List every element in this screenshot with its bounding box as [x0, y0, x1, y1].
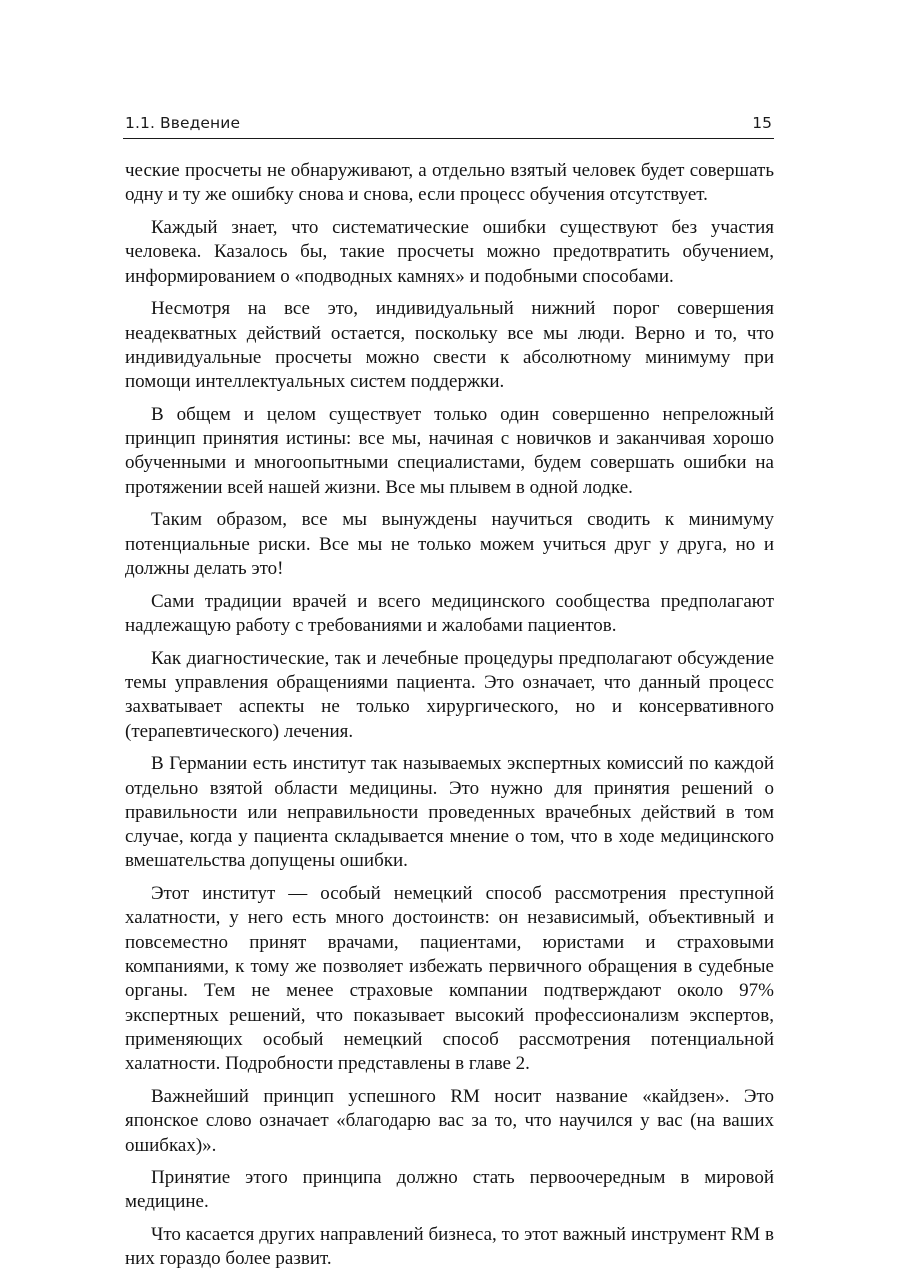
running-header: [123, 112, 774, 139]
paragraph: В Германии есть институт так называемых экспертных комиссий по каждой отдельно взятой области медицины. Это нужно для принятия решений о правильности или неправильности проведенных врачебных действий в том случае, когда у пациента складывается мнение о том, что в ходе медицинского вмешательства допущены ошибки.: [125, 753, 774, 872]
paragraph: Несмотря на все это, индивидуальный нижний порог совершения неадекватных действий остается, поскольку все мы люди. Верно и то, что индивидуальные просчеты можно свести к абсолютному минимуму при помощи интеллектуальных систем поддержки.: [125, 298, 774, 393]
paragraph: Каждый знает, что систематические ошибки существуют без участия человека. Казалось бы, такие просчеты можно предотвратить обучением, информированием о «подводных камнях» и подобными способами.: [125, 216, 774, 287]
paragraph: ческие просчеты не обнаруживают, а отдельно взятый человек будет совершать одну и ту же ошибку снова и снова, если процесс обучения отсутствует.: [125, 160, 774, 206]
paragraph: Принятие этого принципа должно стать первоочередным в мировой медицине.: [125, 1167, 774, 1213]
paragraph: Что касается других направлений бизнеса, то этот важный инструмент RM в них гораздо более развит.: [125, 1224, 774, 1270]
paragraph: Таким образом, все мы вынуждены научиться сводить к минимуму потенциальные риски. Все мы не только можем учиться друг у друга, но и должны делать это!: [125, 509, 774, 580]
paragraph: В общем и целом существует только один совершенно непреложный принцип принятия истины: все мы, начиная с новичков и заканчивая хорошо обученными и многоопытными специалистами, будем совершать ошибки на протяжении всей нашей жизни. Все мы плывем в одной лодке.: [125, 403, 774, 498]
page-number: 15: [752, 114, 772, 132]
paragraph: Как диагностические, так и лечебные процедуры предполагают обсуждение темы управления обращениями пациента. Это означает, что данный процесс захватывает аспекты не только хирургического, но и консервативного (терапевтического) лечения.: [125, 647, 774, 742]
paragraph: Важнейший принцип успешного RM носит название «кайдзен». Это японское слово означает «благодарю вас за то, что научился у вас (на ваших ошибках)».: [125, 1085, 774, 1156]
section-title: 1.1. Введение: [125, 114, 241, 132]
paragraph: Сами традиции врачей и всего медицинского сообщества предполагают надлежащую работу с требованиями и жалобами пациентов.: [125, 590, 774, 636]
body-text: [125, 159, 774, 1280]
paragraph: Этот институт — особый немецкий способ рассмотрения преступной халатности, у него есть много достоинств: он независимый, объективный и повсеместно принят врачами, пациентами, юристами и страховыми компаниями, к тому же позволяет избежать первичного обращения в судебные органы. Тем не менее страховые компании подтверждают около 97% экспертных решений, что показывает высокий профессионализм экспертов, применяющих особый немецкий способ рассмотрения потенциальной халатности. Подробности представлены в главе 2.: [125, 883, 774, 1075]
